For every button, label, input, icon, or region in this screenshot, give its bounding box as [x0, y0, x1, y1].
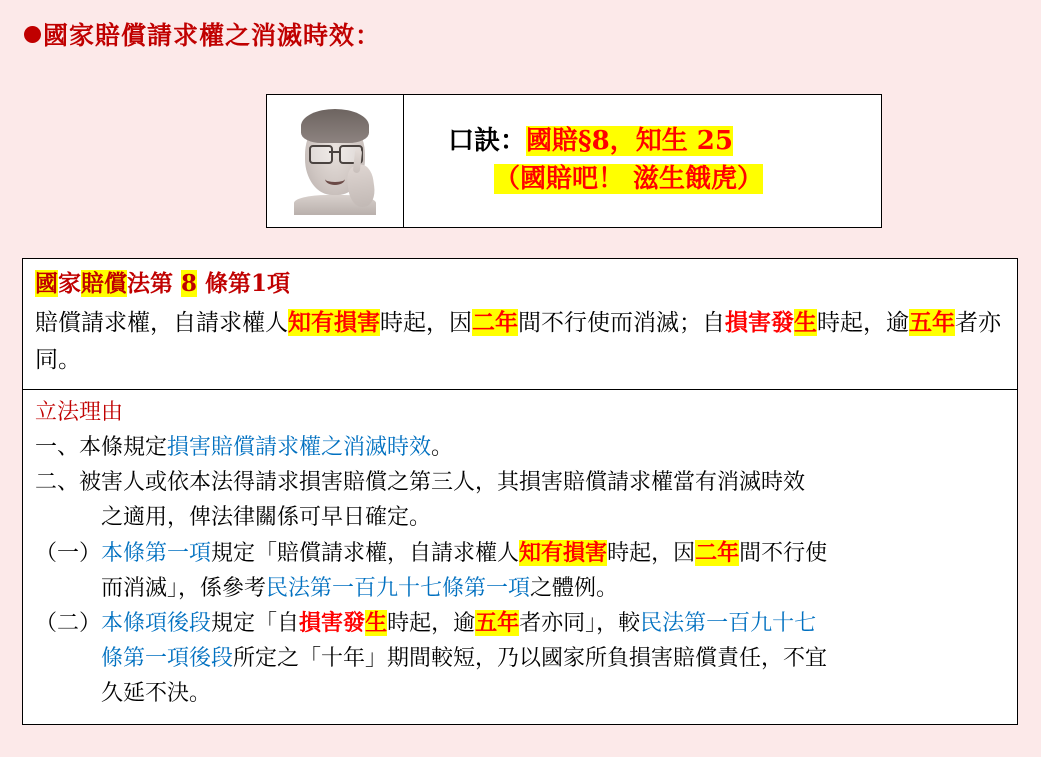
legislative-reason-item [35, 430, 1005, 465]
reason-marker: 二、 [35, 470, 80, 496]
mnemonic-line-2-body: （國賠吧！ 滋生餓虎） [494, 164, 764, 194]
law-body-seg-4: 間不行使而消滅；自 [518, 309, 725, 336]
reason-5-seg-4: 時起，逾 [387, 611, 476, 637]
legislative-reason-title: 立法理由 [35, 400, 124, 425]
mnemonic-box [266, 94, 882, 228]
reason-text [101, 676, 1005, 711]
legislative-reason-item [35, 676, 1005, 711]
law-body-seg-8: 五年 [909, 308, 955, 336]
page-title-text: 國家賠償請求權之消滅時效： [43, 21, 382, 50]
reason-3-seg-0: 本條第一項 [101, 540, 212, 566]
law-body-seg-9: 者亦同。 [35, 309, 1001, 373]
legislative-reason-item [35, 500, 1005, 535]
reason-3-seg-3: 時起，因 [607, 540, 696, 566]
reason-text [101, 571, 1005, 606]
law-body-seg-6: 生 [794, 308, 817, 336]
reason-3-seg-2: 知有損害 [519, 539, 608, 566]
legislative-reason-item [35, 606, 1005, 641]
law-body-seg-0: 賠償請求權，自請求權人 [35, 309, 288, 336]
mnemonic-line-2 [448, 161, 881, 199]
reason-4-seg-0: 而消滅」，係參考 [101, 575, 267, 601]
legislative-reason-section [23, 390, 1017, 724]
reason-text [79, 465, 1005, 500]
reason-text [101, 641, 1005, 676]
legislative-reason-item [35, 536, 1005, 571]
law-heading-part-5: 8 [181, 270, 198, 297]
law-heading-part-1: 國 [35, 270, 58, 297]
mnemonic-text-cell [404, 95, 881, 227]
reason-0-seg-2: 。 [431, 435, 454, 461]
reason-2-seg-0: 之適用，俾法律關係可早日確定。 [101, 505, 432, 531]
mnemonic-line-1-body: 國賠§8，知生 25 [526, 126, 733, 157]
reason-5-seg-1: 規定「自 [211, 611, 300, 637]
reason-text [101, 500, 1005, 535]
law-body-seg-5: 損害發 [725, 308, 794, 336]
reason-3-seg-5: 間不行使 [739, 540, 828, 566]
law-article-section [23, 259, 1017, 390]
reason-5-seg-0: 本條項後段 [101, 611, 212, 637]
reason-7-seg-0: 久延不決。 [101, 681, 212, 707]
reason-5-seg-2: 損害發 [299, 610, 366, 637]
legislative-reason-list [35, 430, 1005, 712]
law-article-body [35, 304, 1005, 380]
reason-0-seg-1: 損害賠償請求權之消滅時效 [167, 435, 432, 461]
law-heading-part-3: 賠償 [81, 270, 127, 297]
reason-3-seg-1: 規定「賠償請求權，自請求權人 [211, 540, 520, 566]
law-article-heading [35, 267, 1005, 302]
reason-marker: 一、 [35, 435, 80, 461]
legislative-reason-item [35, 571, 1005, 606]
law-heading-part-2: 家 [58, 270, 81, 297]
reason-5-seg-6: 者亦同」，較 [519, 611, 641, 637]
bullet-icon [24, 26, 41, 43]
reason-text [101, 606, 1005, 641]
mnemonic-line-1 [448, 123, 881, 161]
legislative-reason-item [35, 641, 1005, 676]
reason-3-seg-4: 二年 [695, 539, 740, 566]
reason-5-seg-5: 五年 [475, 610, 520, 637]
law-heading-part-6: 條第1項 [197, 270, 291, 297]
law-body-seg-2: 時起，因 [380, 309, 472, 336]
portrait-sketch-icon [292, 109, 378, 213]
mnemonic-label: 口訣： [448, 126, 527, 157]
reason-text [79, 430, 1005, 465]
law-body-seg-1: 知有損害 [288, 308, 380, 336]
law-body-seg-7: 時起，逾 [817, 309, 909, 336]
law-box [22, 258, 1018, 725]
law-heading-part-4: 法第 [127, 270, 182, 297]
mnemonic-image-cell [267, 95, 404, 227]
reason-marker: （一） [35, 540, 102, 566]
reason-marker: （二） [35, 611, 102, 637]
legislative-reason-item [35, 465, 1005, 500]
reason-5-seg-3: 生 [365, 610, 388, 637]
page-title [24, 16, 381, 52]
reason-4-seg-2: 之體例。 [530, 575, 619, 601]
reason-1-seg-0: 被害人或依本法得請求損害賠償之第三人，其損害賠償請求權當有消滅時效 [79, 470, 806, 496]
reason-text [101, 536, 1005, 571]
reason-4-seg-1: 民法第一百九十七條第一項 [266, 575, 531, 601]
reason-6-seg-1: 所定之「十年」期間較短，乃以國家所負損害賠償責任，不宜 [233, 646, 828, 672]
reason-0-seg-0: 本條規定 [79, 435, 168, 461]
law-body-seg-3: 二年 [472, 308, 518, 336]
reason-6-seg-0: 條第一項後段 [101, 646, 234, 672]
reason-5-seg-7: 民法第一百九十七 [640, 611, 817, 637]
